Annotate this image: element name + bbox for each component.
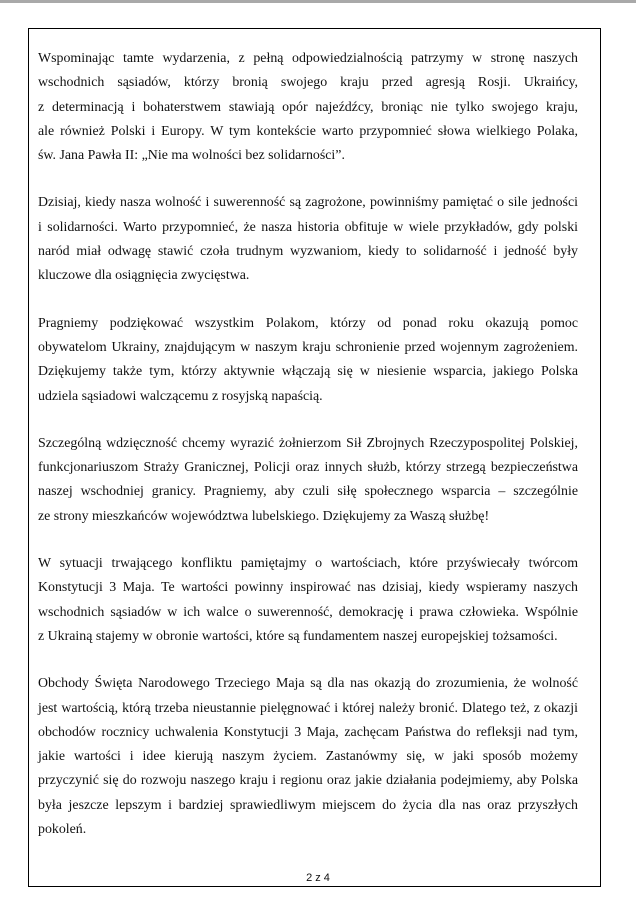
text-line: Dziękujemy także tym, którzy aktywnie włączają się w niesienie wsparcia, jakiego Polska (38, 364, 578, 380)
page-number: 2 z 4 (306, 872, 330, 884)
text-line: Szczególną wdzięczność chcemy wyrazić żołnierzom Sił Zbrojnych Rzeczypospolitej Polskiej, (38, 435, 578, 451)
paragraph (38, 552, 578, 649)
text-line: jakie wartości i idee kierują naszym życiem. Zastanówmy się, w jaki sposób możemy (38, 749, 578, 765)
text-line: Wspominając tamte wydarzenia, z pełną odpowiedzialnością patrzymy w stronę naszych (38, 51, 578, 66)
text-line: była jeszcze lepszym i bardziej sprawiedliwym miejscem do życia dla nas oraz przyszłych (38, 797, 578, 813)
paragraph (38, 672, 578, 842)
text-line: naród miał odwagę stawić czoła trudnym wyzwaniom, kiedy to solidarność i jedność były (38, 244, 578, 260)
text-line: Obchody Święta Narodowego Trzeciego Maja są dla nas okazją do zrozumienia, że wolność (38, 676, 578, 692)
paragraph (38, 432, 578, 529)
text-line: Dzisiaj, kiedy nasza wolność i suwerenność są zagrożone, powinniśmy pamiętać o sile jedności (38, 195, 578, 211)
paragraph (38, 312, 578, 409)
viewer-top-edge (0, 0, 636, 3)
text-line: udziela sąsiadowi walczącemu z rosyjską napaścią. (38, 388, 323, 404)
text-line: kluczowe dla osiągnięcia zwycięstwa. (38, 268, 250, 284)
paragraph (38, 47, 578, 168)
text-line: i solidarności. Warto przypomnieć, że nasza historia obfituje w wiele przykładów, gdy polski (38, 219, 578, 235)
text-line: funkcjonariuszom Straży Granicznej, Policji oraz innych służb, którzy strzegą bezpieczeństwa (38, 460, 578, 476)
text-line: św. Jana Pawła II: „Nie ma wolności bez solidarności”. (38, 148, 345, 164)
document-body (38, 47, 578, 865)
text-line: Konstytucji 3 Maja. Te wartości powinny inspirować nas dzisiaj, kiedy wspieramy naszych (38, 580, 578, 596)
text-line: ze strony mieszkańców województwa lubelskiego. Dziękujemy za Waszą służbę! (38, 508, 490, 524)
text-line: z determinacją i bohaterstwem stawiają opór najeźdźcy, broniąc nie tylko swojego kraju, (38, 99, 578, 115)
text-line: przyczynić się do rozwoju naszego kraju i regionu oraz jakie działania podejmiemy, aby Polska (38, 773, 578, 789)
text-line: obchodów rocznicy uchwalenia Konstytucji 3 Maja, zachęcam Państwa do refleksji nad tym, (38, 724, 578, 740)
text-line: z Ukrainą stajemy w obronie wartości, które są fundamentem naszej europejskiej tożsamości. (38, 628, 558, 644)
text-line: W sytuacji trwającego konfliktu pamiętajmy o wartościach, które przyświecały twórcom (38, 556, 578, 572)
text-line: jest wartością, którą trzeba nieustannie pielęgnować i której należy bronić. Dlatego też, z okazji (38, 700, 578, 716)
text-line: naszej wschodniej granicy. Pragniemy, aby czuli siłę społecznego wsparcia – szczególnie (38, 484, 578, 500)
text-line: Pragniemy podziękować wszystkim Polakom, którzy od ponad roku okazują pomoc (38, 315, 578, 331)
text-line: ale również Polski i Europy. W tym kontekście warto przypomnieć słowa wielkiego Polaka, (38, 123, 578, 139)
text-line: wschodnich sąsiadów w ich walce o suwerenność, demokrację i prawa człowieka. Wspólnie (38, 604, 578, 620)
text-line: obywatelom Ukrainy, znajdującym w naszym kraju schronienie przed wojennym zagrożeniem. (38, 339, 578, 355)
text-line: wschodnich sąsiadów, którzy bronią swojego kraju przed agresją Rosji. Ukraińcy, (38, 75, 578, 91)
paragraph (38, 191, 578, 288)
text-line: pokoleń. (38, 822, 87, 838)
